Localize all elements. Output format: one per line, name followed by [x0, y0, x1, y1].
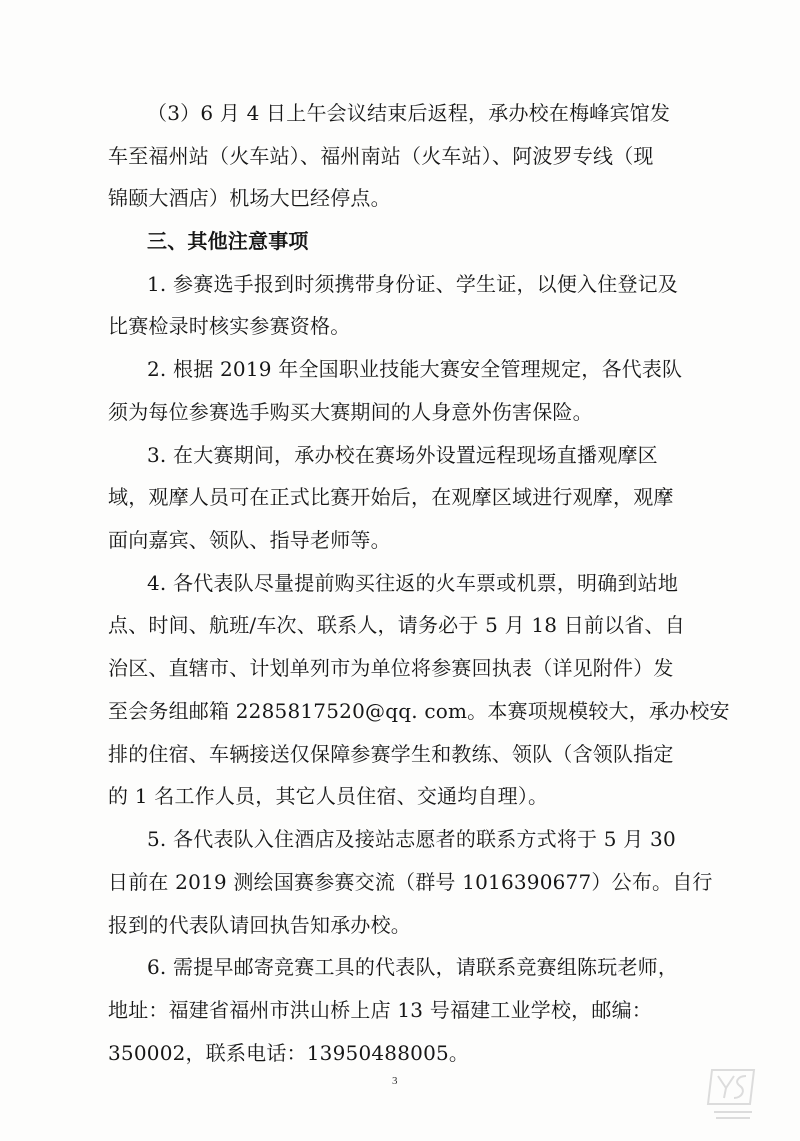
text-line: 5. 各代表队入住酒店及接站志愿者的联系方式将于 5 月 30 [147, 827, 676, 851]
text-line: 350002，联系电话：13950488005。 [108, 1041, 470, 1065]
text-line: 锦颐大酒店）机场大巴经停点。 [108, 186, 391, 210]
text-line: 3. 在大赛期间，承办校在赛场外设置远程现场直播观摩区 [147, 443, 658, 467]
section-heading: 三、其他注意事项 [147, 229, 309, 253]
text-line: 车至福州站（火车站）、福州南站（火车站）、阿波罗专线（现 [108, 144, 654, 168]
text-line: 6. 需提早邮寄竞赛工具的代表队，请联系竞赛组陈玩老师， [147, 955, 679, 979]
text-line: 2. 根据 2019 年全国职业技能大赛安全管理规定，各代表队 [147, 357, 683, 381]
text-line: 面向嘉宾、领队、指导老师等。 [108, 528, 391, 552]
text-line: 地址：福建省福州市洪山桥上店 13 号福建工业学校，邮编： [108, 998, 652, 1022]
stamp-logo-icon [704, 1064, 762, 1126]
text-line: 须为每位参赛选手购买大赛期间的人身意外伤害保险。 [108, 400, 593, 424]
text-line: 治区、直辖市、计划单列市为单位将参赛回执表（详见附件）发 [108, 656, 674, 680]
text-line: 的 1 名工作人员，其它人员住宿、交通均自理）。 [108, 784, 549, 808]
text-line: 比赛检录时核实参赛资格。 [108, 314, 351, 338]
page-number: 3 [392, 1075, 398, 1087]
text-line: 报到的代表队请回执告知承办校。 [108, 913, 411, 937]
text-line: 日前在 2019 测绘国赛参赛交流（群号 1016390677）公布。自行 [108, 870, 713, 894]
text-line: 排的住宿、车辆接送仅保障参赛学生和教练、领队（含领队指定 [108, 742, 674, 766]
text-line: 域，观摩人员可在正式比赛开始后，在观摩区域进行观摩，观摩 [108, 485, 674, 509]
text-line: 1. 参赛选手报到时须携带身份证、学生证，以便入住登记及 [147, 272, 679, 296]
text-line: （3）6 月 4 日上午会议结束后返程，承办校在梅峰宾馆发 [147, 101, 671, 125]
text-line: 点、时间、航班/车次、联系人，请务必于 5 月 18 日前以省、自 [108, 613, 685, 637]
text-line: 4. 各代表队尽量提前购买往返的火车票或机票，明确到站地 [147, 571, 679, 595]
text-line: 至会务组邮箱 2285817520@qq. com。本赛项规模较大，承办校安 [108, 699, 730, 723]
